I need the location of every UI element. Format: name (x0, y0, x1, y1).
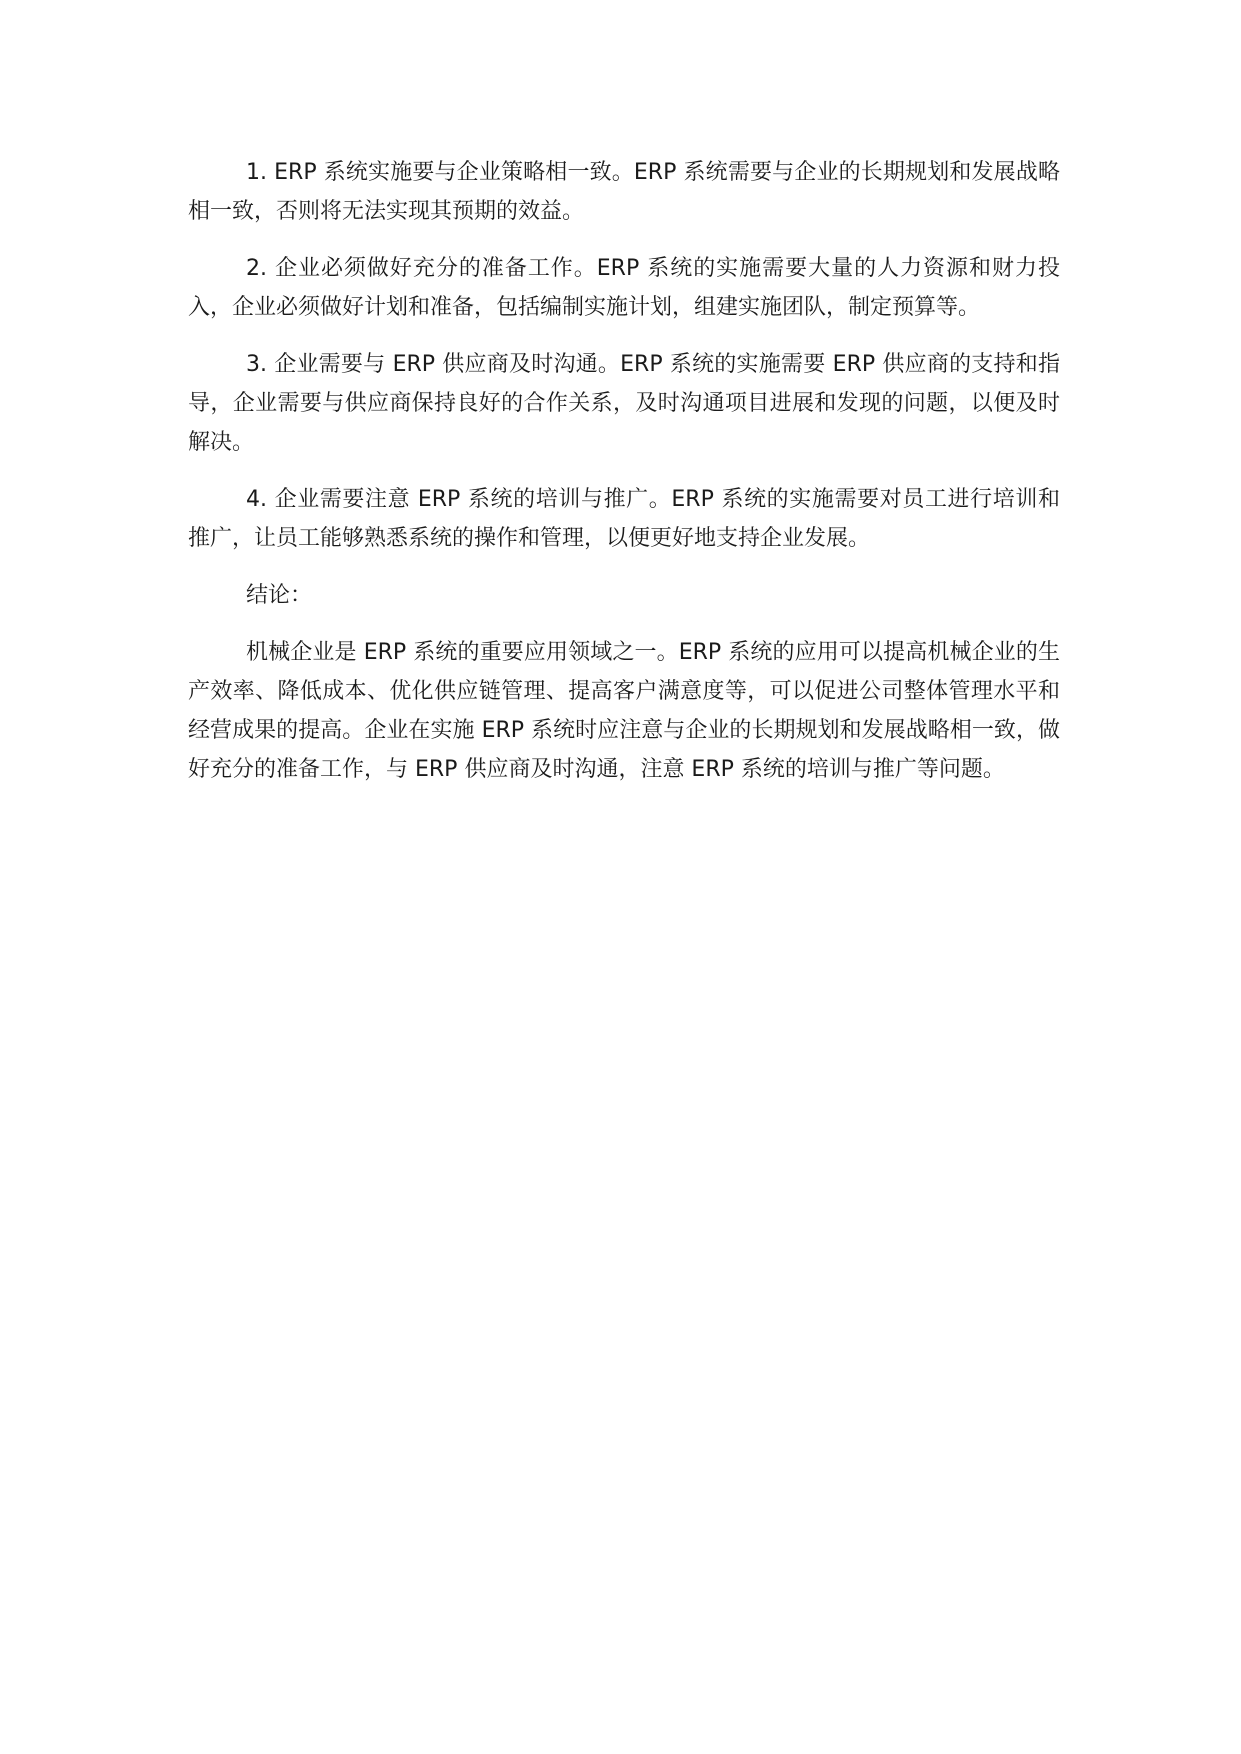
conclusion-paragraph: 机械企业是 ERP 系统的重要应用领域之一。ERP 系统的应用可以提高机械企业的生产效率、降低成本、优化供应链管理、提高客户满意度等，可以促进公司整体管理水平和经营成果的提高。企业在实施 ERP 系统时应注意与企业的长期规划和发展战略相一致，做好充分的准备工作，与 ERP 供应商及时沟通，注意 ERP 系统的培训与推广等问题。 (188, 640, 1060, 782)
document-body (188, 153, 1060, 807)
paragraph-point-2: 2. 企业必须做好充分的准备工作。ERP 系统的实施需要大量的人力资源和财力投入，企业必须做好计划和准备，包括编制实施计划，组建实施团队，制定预算等。 (188, 256, 1060, 320)
conclusion-heading: 结论： (246, 583, 313, 608)
paragraph-point-4: 4. 企业需要注意 ERP 系统的培训与推广。ERP 系统的实施需要对员工进行培训和推广，让员工能够熟悉系统的操作和管理，以便更好地支持企业发展。 (188, 487, 1060, 551)
paragraph-point-3: 3. 企业需要与 ERP 供应商及时沟通。ERP 系统的实施需要 ERP 供应商的支持和指导，企业需要与供应商保持良好的合作关系，及时沟通项目进展和发现的问题，以便及时解决。 (188, 352, 1060, 455)
paragraph-point-1: 1. ERP 系统实施要与企业策略相一致。ERP 系统需要与企业的长期规划和发展战略相一致，否则将无法实现其预期的效益。 (188, 160, 1060, 224)
